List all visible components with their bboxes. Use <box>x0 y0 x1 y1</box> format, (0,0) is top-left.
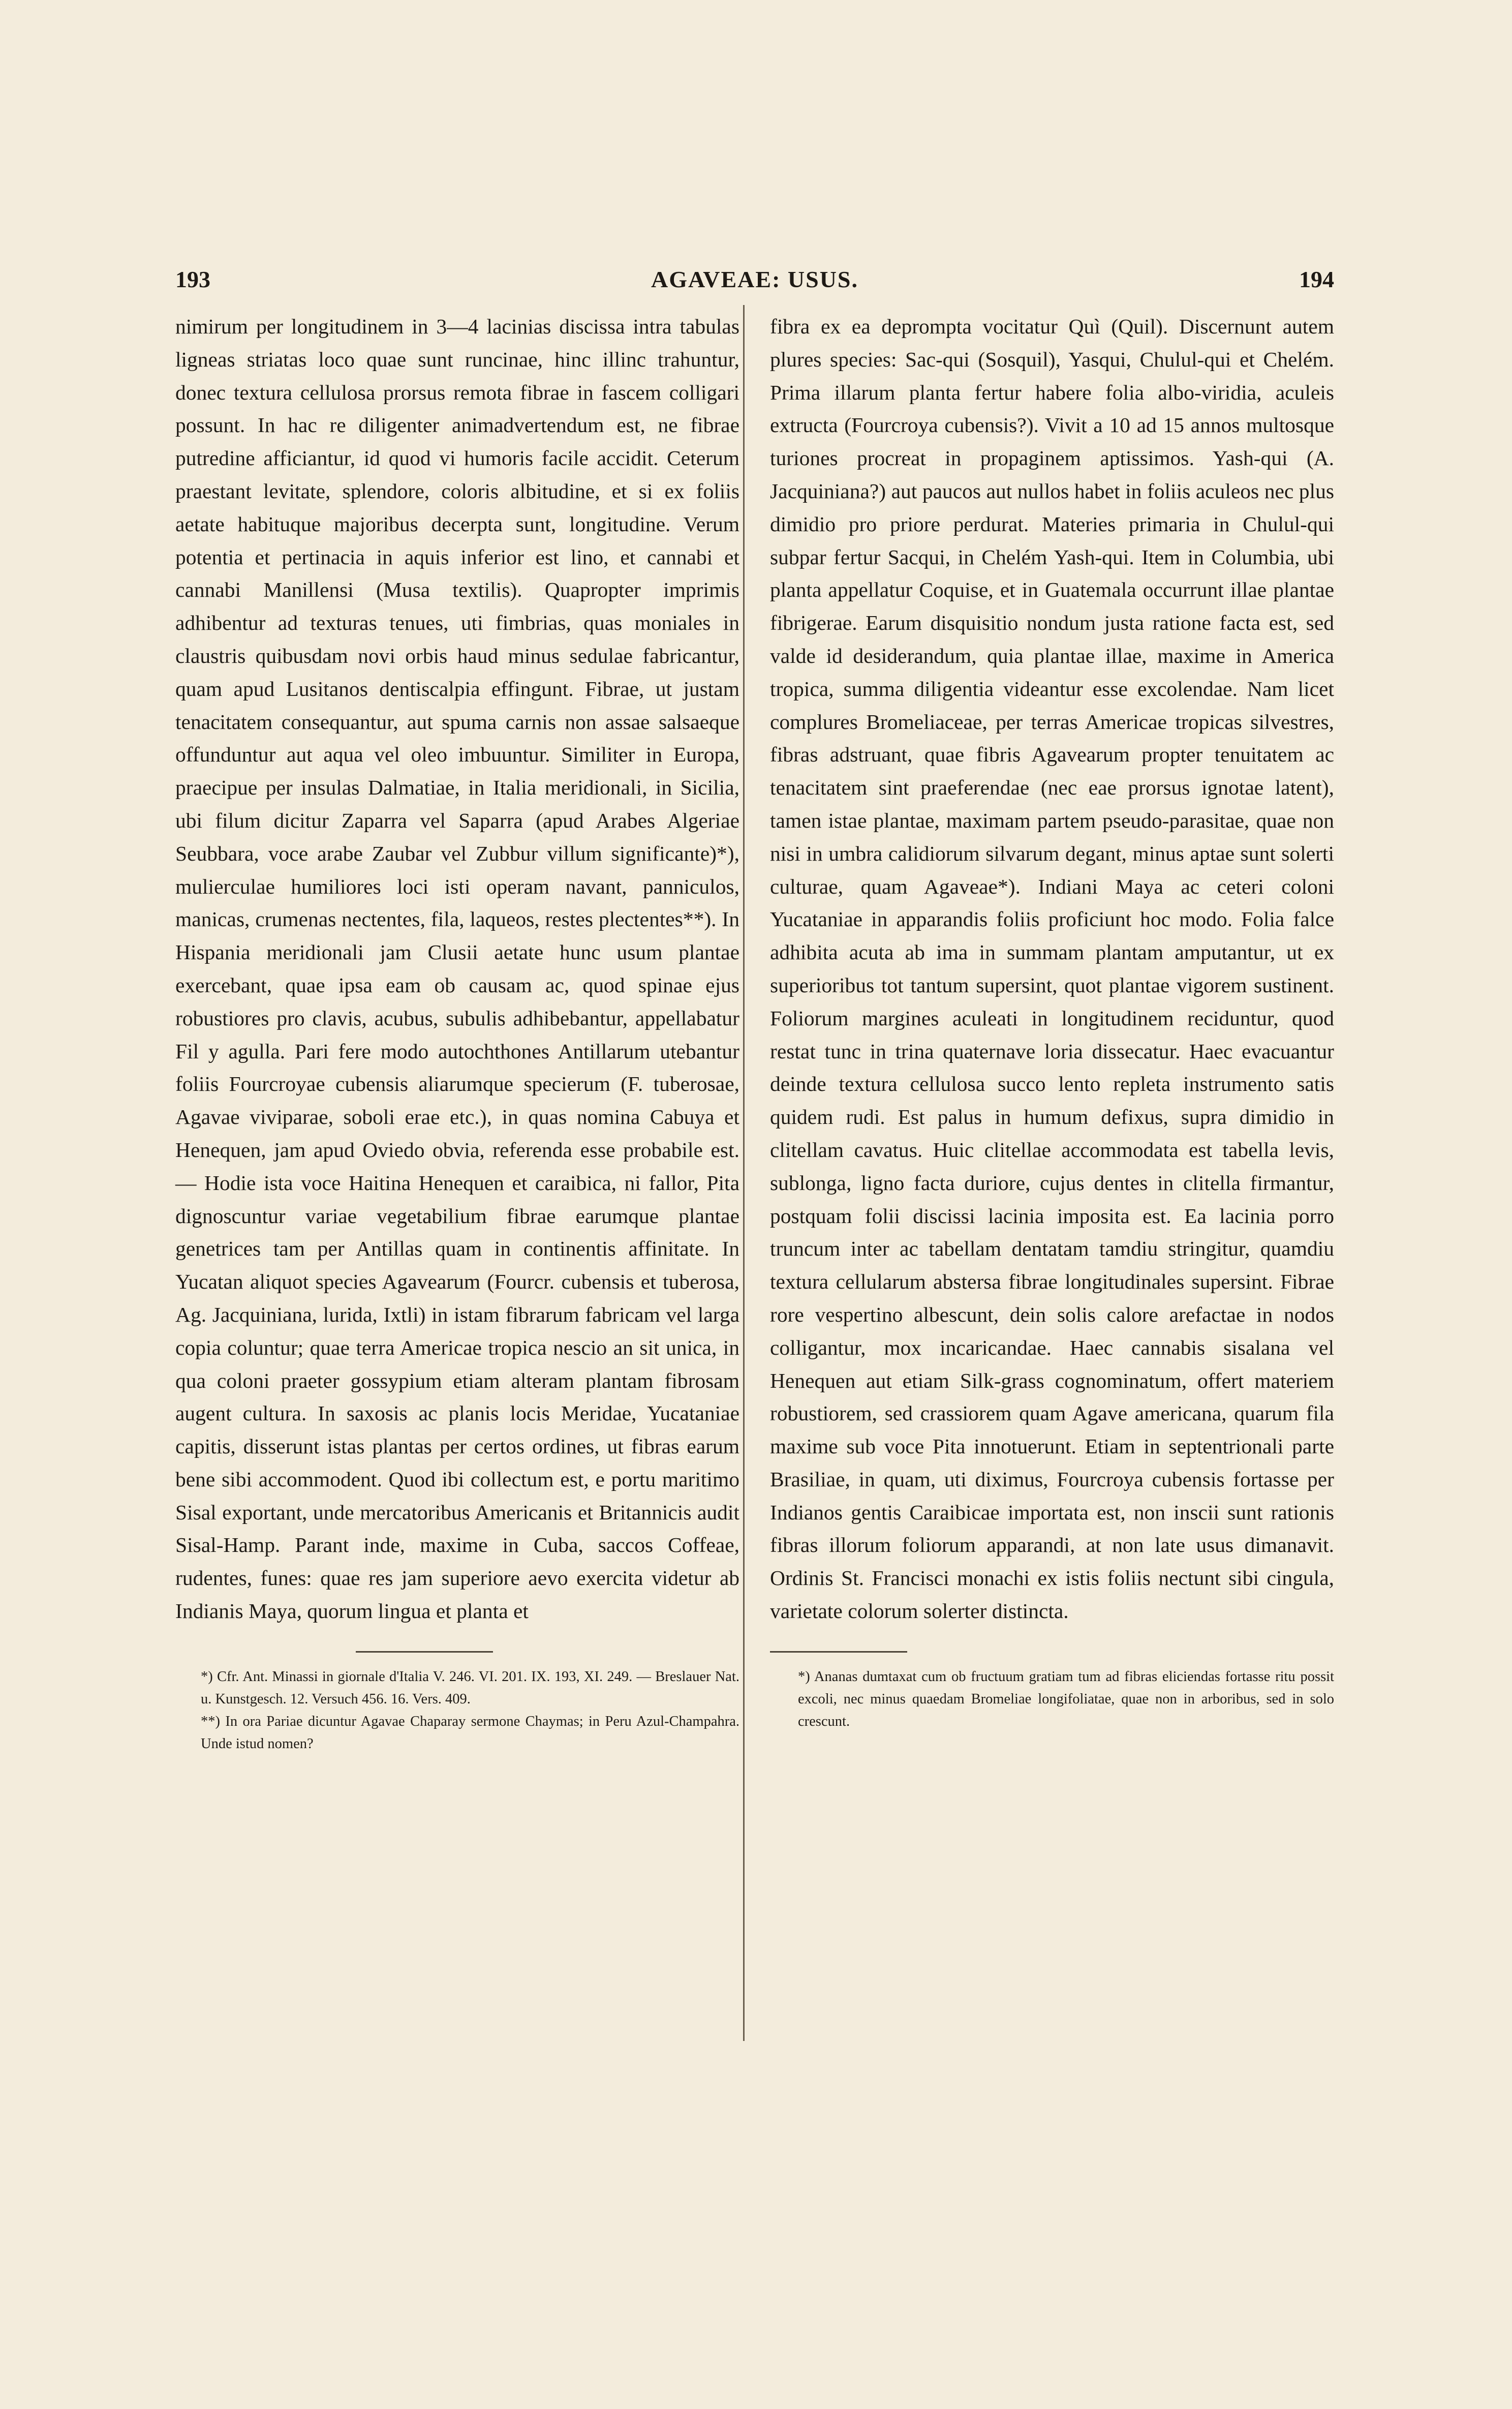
footnote-left-2: **) In ora Pariae dicuntur Agavae Chaparay sermone Chaymas; in Peru Azul-Champahra. Unde istud nomen? <box>201 1713 739 1752</box>
footnote-rule-left <box>356 1651 493 1653</box>
page-number-left: 193 <box>175 266 210 292</box>
left-column <box>175 310 739 1755</box>
footnote-right-1: *) Ananas dumtaxat cum ob fructuum gratiam tum ad fibras eliciendas fortasse ritu possit excoli, nec minus quaedam Bromeliae longifoliatae, quae non in arboribus, sed in solo crescunt. <box>798 1668 1334 1729</box>
right-column-body: fibra ex ea deprompta vocitatur Quì (Quil). Discernunt autem plures species: Sac-qui (Sosquil), Yasqui, Chulul-qui et Chelém. Prima illarum planta fertur habere folia albo-viridia, aculeis extructa (Fourcroya cubensis?). Vivit a 10 ad 15 annos multosque turiones procreat in propaginem aptissimos. Yash-qui (A. Jacquiniana?) aut paucos aut nullos habet in foliis aculeos nec plus dimidio pro priore perdurat. Materies primaria in Chulul-qui subpar fertur Sacqui, in Chelém Yash-qui. Item in Columbia, ubi planta appellatur Coquise, et in Guatemala occurrunt illae plantae fibrigerae. Earum disquisitio nondum justa ratione facta est, sed valde id desiderandum, quia plantae illae, maxime in America tropica, summa diligentia videantur esse excolendae. Nam licet complures Bromeliaceae, per terras Americae tropicas silvestres, fibras adstruant, quae fibris Agavearum propter tenuitatem ac tenacitatem sint praeferendae (nec eae prorsus ignotae latent), tamen istae plantae, maximam partem pseudo-parasitae, quae non nisi in umbra calidiorum silvarum degant, minus aptae sunt solerti culturae, quam Agaveae*). Indiani Maya ac ceteri coloni Yucataniae in apparandis foliis proficiunt hoc modo. Folia falce adhibita acuta ab ima in summam plantam amputantur, ut ex superioribus tot tantum supersint, quot plantae vigorem sustinent. Foliorum margines aculeati in longitudinem reciduntur, quod restat tunc in trina quaternave loria dissecatur. Haec evacuantur deinde textura cellulosa succo lento repleta instrumento satis quidem rudi. Est palus in humum defixus, supra dimidio in clitellam cavatus. Huic clitellae accommodata est tabella levis, sublonga, ligno facta duriore, cujus dentes in clitella firmantur, postquam folii discissi lacinia imposita est. Ea lacinia porro truncum inter ac tabellam dentatam tamdiu stringitur, quamdiu textura cellularum abstersa fibrae longitudinales supersint. Fibrae rore vespertino albescunt, dein solis calore arefactae in nodos colligantur, mox incaricandae. Haec cannabis sisalana vel Henequen aut etiam Silk-grass cognominatum, offert materiem robustiorem, sed crassiorem quam Agave americana, quarum fila maxime sub voce Pita innotuerunt. Etiam in septentrionali parte Brasiliae, in quam, uti diximus, Fourcroya cubensis fortasse per Indianos gentis Caraibicae importata est, non inscii sunt rationis fibras illorum foliorum apparandi, at non late usus dimanavit. Ordinis St. Francisci monachi ex istis foliis nectunt sibi cingula, varietate colorum solerter distincta. <box>770 315 1334 1623</box>
running-header <box>175 257 1334 302</box>
footnote-rule-right <box>770 1651 907 1653</box>
left-column-body: nimirum per longitudinem in 3—4 lacinias discissa intra tabulas ligneas striatas loco quae sunt runcinae, hinc illinc trahuntur, donec textura cellulosa prorsus remota fibrae in fascem colligari possunt. In hac re diligenter animadvertendum est, ne fibrae putredine afficiantur, id quod vi humoris facile accidit. Ceterum praestant levitate, splendore, coloris albitudine, et si ex foliis aetate habituque majoribus decerpta sunt, longitudine. Verum potentia et pertinacia in aquis inferior est lino, et cannabi et cannabi Manillensi (Musa textilis). Quapropter imprimis adhibentur ad texturas tenues, uti fimbrias, quas moniales in claustris quibusdam novi orbis haud minus sedulae fabricantur, quam apud Lusitanos dentiscalpia effingunt. Fibrae, ut justam tenacitatem consequantur, aut spuma carnis non assae salsaeque offunduntur aut aqua vel oleo imbuuntur. Similiter in Europa, praecipue per insulas Dalmatiae, in Italia meridionali, in Sicilia, ubi filum dicitur Zaparra vel Saparra (apud Arabes Algeriae Seubbara, voce arabe Zaubar vel Zubbur villum significante)*), mulierculae humiliores loci isti operam navant, panniculos, manicas, crumenas nectentes, fila, laqueos, restes plectentes**). In Hispania meridionali jam Clusii aetate hunc usum plantae exercebant, quae ipsa eam ob causam ac, quod spinae ejus robustiores pro clavis, acubus, subulis adhibebantur, appellabatur Fil y agulla. Pari fere modo autochthones Antillarum utebantur foliis Fourcroyae cubensis aliarumque specierum (F. tuberosae, Agavae viviparae, soboli erae etc.), in quas nomina Cabuya et Henequen, jam apud Oviedo obvia, referenda esse probabile est. — Hodie ista voce Haitina Henequen et caraibica, ni fallor, Pita dignoscuntur variae vegetabilium fibrae earumque plantae genetrices tam per Antillas quam in continentis affinitate. In Yucatan aliquot species Agavearum (Fourcr. cubensis et tuberosa, Ag. Jacquiniana, lurida, Ixtli) in istam fibrarum fabricam vel larga copia coluntur; quae terra Americae tropica nescio an sit unica, in qua coloni praeter gossypium etiam alteram plantam fibrosam augent cultura. In saxosis ac planis locis Meridae, Yucataniae capitis, disserunt istas plantas per certos ordines, ut fibras earum bene sibi accommodent. Quod ibi collectum est, e portu maritimo Sisal exportant, unde mercatoribus Americanis et Britannicis audit Sisal-Hamp. Parant inde, maxime in Cuba, saccos Coffeae, rudentes, funes: quae res jam superiore aevo exercita videtur ab Indianis Maya, quorum lingua et planta et <box>175 315 739 1623</box>
page-number-right: 194 <box>1299 266 1334 292</box>
running-title: AGAVEAE: USUS. <box>651 266 859 292</box>
footnote-left-1: *) Cfr. Ant. Minassi in giornale d'Italia V. 246. VI. 201. IX. 193, XI. 249. — Breslauer Nat. u. Kunstgesch. 12. Versuch 456. 16. Vers. 409. <box>201 1668 739 1707</box>
right-column <box>770 310 1334 1733</box>
column-divider <box>743 305 745 2041</box>
